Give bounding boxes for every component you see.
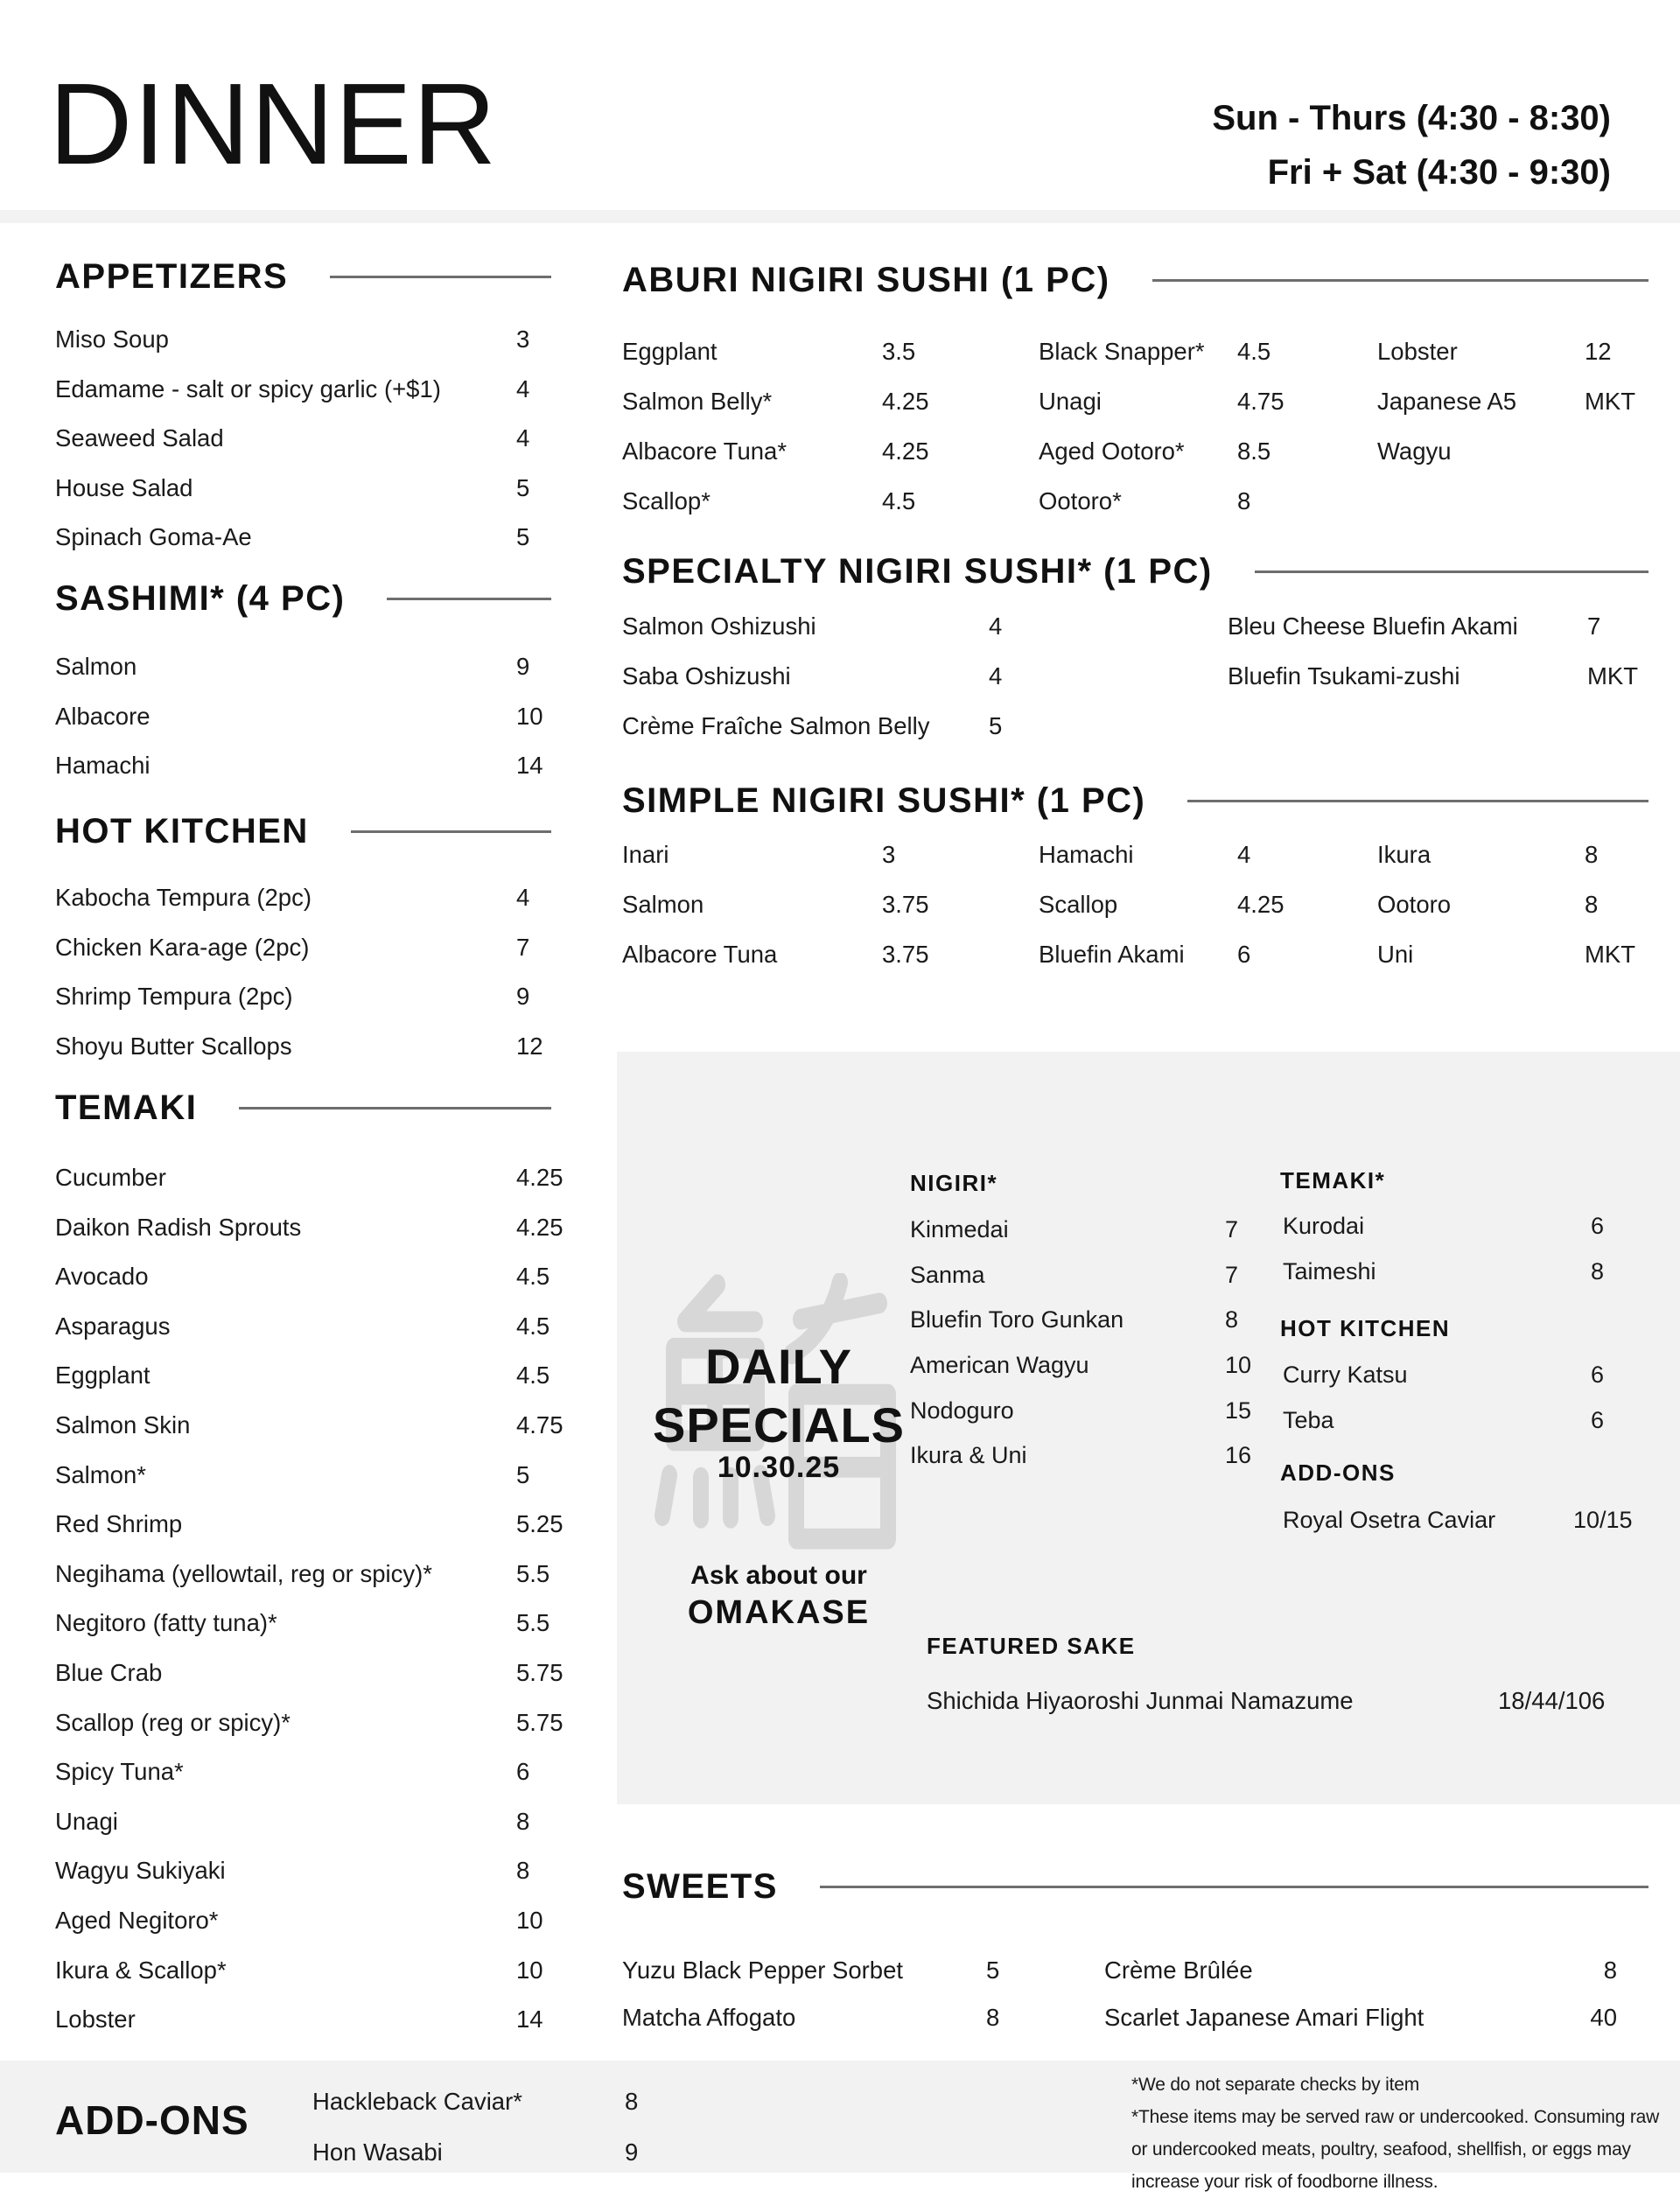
item-name: Taimeshi: [1283, 1257, 1376, 1284]
disclaimer-line: *These items may be served raw or undercooked. Consuming raw: [1131, 2107, 1660, 2127]
menu-item: [1283, 1507, 1662, 1552]
menu-item: [55, 1461, 551, 1511]
table-row: [622, 338, 1680, 388]
item-name: Asparagus: [55, 1312, 171, 1340]
table-row: [622, 612, 1680, 662]
item-price: 9: [625, 2138, 639, 2166]
title-rule: [330, 276, 551, 278]
item-name: Wagyu Sukiyaki: [55, 1857, 226, 1885]
item-price: 7: [1225, 1216, 1239, 1242]
menu-item: [55, 1362, 551, 1411]
item-price: 10/15: [1573, 1507, 1633, 1533]
item-name: Ootoro*: [1039, 487, 1122, 514]
daily-specials-date: 10.30.25: [717, 1451, 841, 1484]
aburi-table: [622, 338, 1680, 537]
section-title-aburi: [622, 262, 1648, 298]
item-name: Miso Soup: [55, 326, 169, 353]
section-title-hot-kitchen: [55, 814, 551, 849]
sweets-left-list: [622, 1956, 1060, 2051]
menu-item: [55, 1808, 551, 1858]
specials-temaki-heading: TEMAKI*: [1280, 1167, 1386, 1194]
item-name: Aged Negitoro*: [55, 1906, 219, 1934]
specials-add-ons-list: [1283, 1507, 1662, 1552]
item-price: 6: [1591, 1362, 1605, 1388]
table-row: [622, 941, 1680, 990]
item-price: 5.75: [516, 1708, 564, 1736]
item-name: Bleu Cheese Bluefin Akami: [1228, 612, 1518, 640]
item-price: 4: [989, 612, 1003, 640]
section-title-text: TEMAKI: [55, 1088, 198, 1127]
item-name: Ikura & Scallop*: [55, 1956, 227, 1984]
featured-sake-item: [927, 1687, 1627, 1715]
disclaimer-line: *We do not separate checks by item: [1131, 2075, 1419, 2095]
item-price: 6: [1591, 1213, 1605, 1239]
menu-item: [910, 1352, 1312, 1397]
menu-item: [55, 1857, 551, 1907]
item-price: 8: [986, 2004, 1000, 2031]
item-name: Daikon Radish Sprouts: [55, 1213, 302, 1241]
item-name: Scallop*: [622, 487, 710, 514]
title-rule: [351, 830, 551, 833]
item-price: 8: [516, 1857, 530, 1885]
specials-hot-kitchen-list: [1283, 1362, 1654, 1452]
item-name: Albacore: [55, 702, 150, 730]
item-price: 10: [1225, 1352, 1252, 1379]
sashimi-list: [55, 653, 551, 802]
disclaimer-line: increase your risk of foodborne illness.: [1131, 2172, 1438, 2192]
section-title-sweets: [622, 1869, 1648, 1904]
item-name: Eggplant: [622, 338, 718, 365]
item-name: Wagyu: [1377, 438, 1452, 465]
item-price: 40: [1590, 2004, 1617, 2031]
menu-item: [55, 375, 551, 425]
item-price: 8: [625, 2088, 639, 2115]
item-price: 4: [516, 424, 530, 452]
table-row: [622, 841, 1680, 891]
item-name: Crème Fraîche Salmon Belly: [622, 712, 930, 739]
menu-item: [622, 1956, 1060, 2004]
item-name: Unagi: [55, 1807, 118, 1835]
section-title-text: ABURI NIGIRI SUSHI (1 PC): [622, 261, 1110, 299]
item-price: MKT: [1585, 388, 1636, 415]
item-price: 9: [516, 653, 530, 680]
item-price: 4.5: [882, 487, 916, 514]
item-price: 18/44/106: [1498, 1687, 1606, 1714]
item-price: 5: [516, 473, 530, 501]
item-name: Lobster: [55, 2006, 136, 2034]
item-name: Black Snapper*: [1039, 338, 1205, 365]
item-price: 8: [1585, 841, 1599, 868]
item-name: Hamachi: [1039, 841, 1134, 868]
item-name: Kurodai: [1283, 1213, 1365, 1239]
hours-line-1: Sun - Thurs (4:30 - 8:30): [1212, 99, 1611, 137]
specials-nigiri-list: [910, 1216, 1312, 1488]
item-name: Shoyu Butter Scallops: [55, 1032, 292, 1060]
item-price: 5: [989, 712, 1003, 739]
item-price: 6: [1237, 941, 1251, 968]
menu-item: [312, 2138, 680, 2189]
item-price: 8: [1225, 1306, 1239, 1334]
menu-item: [1104, 2004, 1617, 2051]
item-name: Aged Ootoro*: [1039, 438, 1185, 465]
item-price: 10: [516, 1906, 543, 1934]
item-price: 8: [1237, 487, 1251, 514]
menu-item: [55, 2006, 551, 2055]
menu-item: [55, 653, 551, 703]
item-price: 4.25: [1237, 891, 1284, 918]
item-price: 3.75: [882, 891, 929, 918]
item-name: Salmon Skin: [55, 1410, 191, 1438]
item-price: 5: [986, 1956, 1000, 1984]
daily-specials-heading-2: SPECIALS: [652, 1397, 906, 1452]
item-price: 4.5: [516, 1263, 550, 1291]
menu-item: [55, 1032, 551, 1082]
item-name: Scarlet Japanese Amari Flight: [1104, 2004, 1424, 2031]
item-price: 4.5: [516, 1312, 550, 1340]
item-name: Uni: [1377, 941, 1414, 968]
item-price: 8: [1591, 1257, 1605, 1284]
menu-item: [1283, 1258, 1654, 1304]
item-name: Royal Osetra Caviar: [1283, 1507, 1496, 1533]
item-name: Albacore Tuna*: [622, 438, 788, 465]
menu-item: [1283, 1213, 1654, 1258]
menu-item: [55, 424, 551, 474]
item-price: 4: [516, 374, 530, 402]
hours-block: [1212, 91, 1611, 200]
omakase-note-line-1: Ask about our: [690, 1561, 867, 1590]
item-price: 16: [1225, 1442, 1252, 1469]
section-title-text: SPECIALTY NIGIRI SUSHI* (1 PC): [622, 552, 1213, 591]
item-price: 4.25: [516, 1213, 564, 1241]
menu-item: [55, 1410, 564, 1461]
item-name: Saba Oshizushi: [622, 662, 791, 690]
menu-item: [55, 703, 551, 752]
menu-item: [55, 1758, 551, 1808]
item-price: 4.25: [882, 388, 929, 415]
item-price: 5.25: [516, 1510, 564, 1538]
item-name: Spicy Tuna*: [55, 1758, 184, 1786]
item-name: Eggplant: [55, 1362, 150, 1390]
title-rule: [239, 1107, 551, 1110]
menu-item: [1104, 1956, 1617, 2004]
item-name: Curry Katsu: [1283, 1362, 1408, 1388]
menu-item: [1283, 1407, 1654, 1452]
menu-item: [55, 1907, 551, 1956]
item-name: Albacore Tuna: [622, 941, 778, 968]
item-price: 8: [516, 1807, 530, 1835]
item-name: Crème Brûlée: [1104, 1956, 1253, 1984]
item-name: Salmon: [622, 891, 704, 918]
item-price: 9: [516, 983, 530, 1011]
item-price: 14: [516, 752, 543, 780]
section-title-specialty: [622, 554, 1648, 589]
menu-item: [910, 1306, 1312, 1352]
daily-specials-heading-1: DAILY: [705, 1339, 852, 1394]
section-title-text: APPETIZERS: [55, 257, 289, 296]
specials-hot-kitchen-heading: HOT KITCHEN: [1280, 1315, 1451, 1341]
item-price: 4.5: [1237, 338, 1271, 365]
add-ons-footer-heading: ADD-ONS: [55, 2097, 249, 2143]
menu-item: [55, 1312, 551, 1362]
item-name: Hackleback Caviar*: [312, 2088, 522, 2115]
item-price: 7: [1587, 612, 1601, 640]
title-rule: [387, 598, 551, 600]
menu-item: [55, 752, 551, 802]
item-name: Spinach Goma-Ae: [55, 523, 252, 551]
item-price: 10: [516, 1956, 543, 1984]
item-name: Ikura: [1377, 841, 1432, 868]
section-title-text: SWEETS: [622, 1867, 778, 1906]
specials-nigiri-heading: NIGIRI*: [910, 1170, 998, 1196]
menu-item: [55, 1263, 551, 1312]
item-name: Bluefin Toro Gunkan: [910, 1306, 1124, 1334]
item-price: 5.75: [516, 1658, 564, 1686]
menu-item: [910, 1397, 1312, 1443]
disclaimer-line: or undercooked meats, poultry, seafood, shellfish, or eggs may: [1131, 2139, 1631, 2160]
title-rule: [820, 1886, 1648, 1888]
item-price: MKT: [1587, 662, 1639, 690]
menu-item: [55, 884, 551, 934]
menu-item: [910, 1262, 1312, 1307]
item-name: Kinmedai: [910, 1216, 1009, 1242]
temaki-list: [55, 1164, 564, 2055]
item-name: Hon Wasabi: [312, 2138, 443, 2166]
menu-item: [55, 1609, 551, 1659]
menu-item: [55, 1213, 564, 1264]
section-title-temaki: [55, 1090, 551, 1125]
item-name: Seaweed Salad: [55, 424, 224, 452]
section-title-text: SASHIMI* (4 PC): [55, 579, 346, 618]
title-rule: [1152, 279, 1648, 282]
add-ons-footer-list: [312, 2088, 680, 2189]
item-name: Salmon Oshizushi: [622, 612, 816, 640]
featured-sake-heading: FEATURED SAKE: [927, 1633, 1136, 1659]
item-price: 5.5: [516, 1559, 550, 1587]
item-name: Kabocha Tempura (2pc): [55, 884, 312, 911]
item-price: 6: [1591, 1406, 1605, 1433]
item-price: 4.25: [882, 438, 929, 465]
table-row: [622, 388, 1680, 438]
item-price: 8: [1585, 891, 1599, 918]
item-price: 8: [1603, 1956, 1617, 1984]
item-price: 6: [516, 1758, 530, 1786]
item-name: Bluefin Tsukami-zushi: [1228, 662, 1460, 690]
item-name: Hamachi: [55, 752, 150, 780]
top-divider-band: [0, 210, 1680, 223]
table-row: [622, 662, 1680, 712]
item-price: 3: [516, 326, 530, 353]
item-price: 7: [1225, 1261, 1239, 1288]
menu-item: [55, 523, 551, 573]
appetizers-list: [55, 326, 551, 573]
hot-kitchen-list: [55, 884, 551, 1082]
item-price: 4: [989, 662, 1003, 690]
item-name: Nodoguro: [910, 1396, 1014, 1424]
item-name: Yuzu Black Pepper Sorbet: [622, 1956, 904, 1984]
item-price: 10: [516, 702, 543, 730]
item-price: 14: [516, 2006, 543, 2034]
table-row: [622, 891, 1680, 941]
menu-item: [1283, 1362, 1654, 1407]
item-price: 4.25: [516, 1164, 564, 1191]
menu-item: [55, 1708, 564, 1759]
menu-item: [312, 2088, 680, 2138]
title-rule: [1255, 570, 1648, 573]
item-name: Blue Crab: [55, 1658, 163, 1686]
menu-item: [55, 326, 551, 375]
title-rule: [1187, 800, 1648, 802]
item-price: 12: [1585, 338, 1612, 365]
hours-line-2: Fri + Sat (4:30 - 9:30): [1267, 153, 1611, 192]
item-name: Shrimp Tempura (2pc): [55, 983, 293, 1011]
item-name: Shichida Hiyaoroshi Junmai Namazume: [927, 1687, 1354, 1714]
menu-item: [55, 983, 551, 1032]
item-name: Avocado: [55, 1263, 149, 1291]
section-title-sashimi: [55, 581, 551, 616]
section-title-text: HOT KITCHEN: [55, 812, 309, 850]
item-price: 8.5: [1237, 438, 1271, 465]
table-row: [622, 438, 1680, 487]
menu-item: [55, 1510, 564, 1560]
item-name: Cucumber: [55, 1164, 166, 1191]
menu-item: [55, 1658, 564, 1709]
item-name: Inari: [622, 841, 669, 868]
specials-temaki-list: [1283, 1213, 1654, 1303]
table-row: [622, 712, 1680, 762]
section-title-text: SIMPLE NIGIRI SUSHI* (1 PC): [622, 781, 1146, 820]
item-price: 3.75: [882, 941, 929, 968]
page-title: DINNER: [49, 60, 498, 188]
menu-item: [55, 934, 551, 984]
sweets-right-list: [1104, 1956, 1617, 2051]
item-price: 3: [882, 841, 896, 868]
item-name: Edamame - salt or spicy garlic (+$1): [55, 374, 441, 402]
item-name: Ootoro: [1377, 891, 1452, 918]
item-name: Japanese A5: [1377, 388, 1517, 415]
item-name: Chicken Kara-age (2pc): [55, 933, 310, 961]
item-name: Ikura & Uni: [910, 1442, 1027, 1469]
item-name: American Wagyu: [910, 1352, 1089, 1379]
item-price: MKT: [1585, 941, 1636, 968]
item-name: Sanma: [910, 1261, 985, 1288]
menu-item: [55, 1956, 551, 2006]
simple-table: [622, 841, 1680, 990]
item-price: 4.75: [516, 1410, 564, 1438]
menu-item: [55, 1560, 551, 1610]
menu-item: [55, 1164, 564, 1214]
item-name: Teba: [1283, 1406, 1334, 1433]
specialty-table: [622, 612, 1680, 762]
item-name: Scallop: [1039, 891, 1118, 918]
menu-item: [910, 1442, 1312, 1488]
item-price: 4.75: [1237, 388, 1284, 415]
item-price: 5.5: [516, 1609, 550, 1637]
item-price: 4: [1237, 841, 1251, 868]
item-name: Salmon: [55, 653, 137, 680]
menu-item: [55, 474, 551, 524]
menu-item: [910, 1216, 1312, 1262]
item-name: Scallop (reg or spicy)*: [55, 1708, 290, 1736]
item-price: 4: [516, 884, 530, 911]
item-name: Red Shrimp: [55, 1510, 183, 1538]
item-name: Salmon*: [55, 1460, 146, 1488]
item-name: Negihama (yellowtail, reg or spicy)*: [55, 1559, 432, 1587]
specials-add-ons-heading: ADD-ONS: [1280, 1460, 1396, 1486]
item-price: 5: [516, 1460, 530, 1488]
item-price: 15: [1225, 1396, 1252, 1424]
item-name: Lobster: [1377, 338, 1458, 365]
item-name: Negitoro (fatty tuna)*: [55, 1609, 277, 1637]
item-name: Matcha Affogato: [622, 2004, 796, 2031]
item-name: Salmon Belly*: [622, 388, 773, 415]
item-price: 4.5: [516, 1362, 550, 1390]
item-price: 5: [516, 523, 530, 551]
item-price: 12: [516, 1032, 543, 1060]
item-name: House Salad: [55, 473, 193, 501]
item-price: 3.5: [882, 338, 916, 365]
section-title-appetizers: [55, 259, 551, 294]
section-title-simple: [622, 783, 1648, 818]
table-row: [622, 487, 1680, 537]
item-price: 7: [516, 933, 530, 961]
disclaimer-block: [1131, 2068, 1659, 2198]
item-name: Unagi: [1039, 388, 1102, 415]
menu-item: [622, 2004, 1060, 2051]
item-name: Bluefin Akami: [1039, 941, 1185, 968]
omakase-note-line-2: OMAKASE: [687, 1594, 871, 1631]
